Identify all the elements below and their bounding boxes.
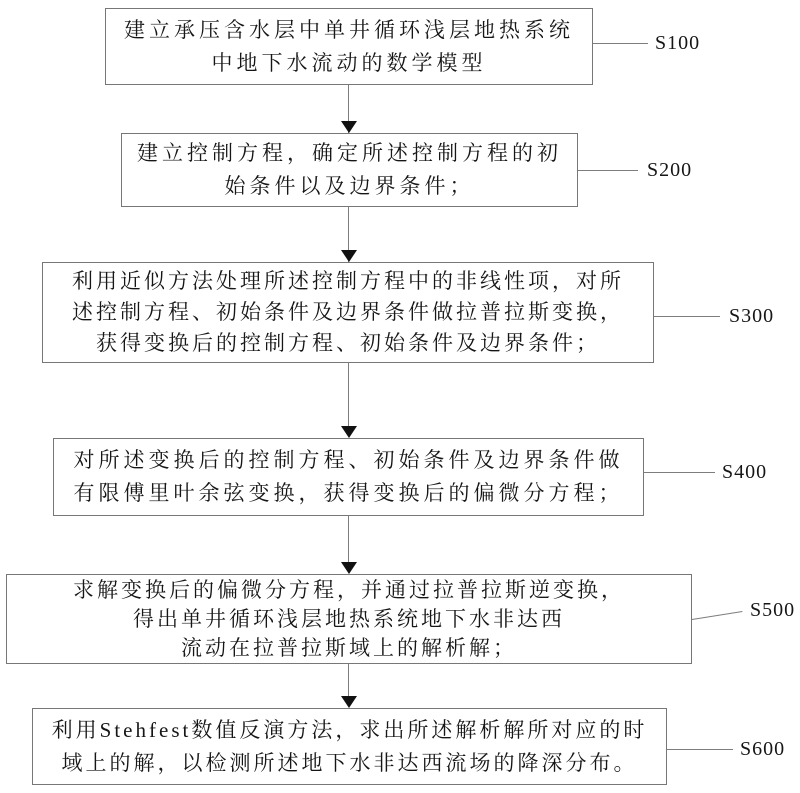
arrow-down-icon <box>341 426 357 438</box>
step-text-line: 述控制方程、初始条件及边界条件做拉普拉斯变换， <box>72 300 624 324</box>
arrow-down-icon <box>341 250 357 262</box>
arrow-down-icon <box>341 696 357 708</box>
flow-connector-line <box>348 664 349 698</box>
flow-step-box-s200 <box>121 133 578 207</box>
step-text-line: 得出单井循环浅层地热系统地下水非达西 <box>133 606 565 631</box>
step-text-line: 建立承压含水层中单井循环浅层地热系统 <box>124 17 574 42</box>
step-label-s300: S300 <box>729 305 775 327</box>
step-text-line: 域上的解，以检测所述地下水非达西流场的降深分布。 <box>61 750 638 775</box>
step-text-line: 利用近似方法处理所述控制方程中的非线性项，对所 <box>72 269 624 293</box>
step-text-line: 始条件以及边界条件； <box>224 174 475 198</box>
step-text-line: 获得变换后的控制方程、初始条件及边界条件； <box>96 331 600 355</box>
flow-connector-line <box>348 363 349 427</box>
step-label-s400: S400 <box>722 461 768 483</box>
step-label-s500: S500 <box>750 599 796 621</box>
step-text-line: 建立控制方程，确定所述控制方程的初 <box>137 141 562 165</box>
step-label-s100: S100 <box>655 32 701 54</box>
label-connector-line-s200 <box>578 170 638 171</box>
arrow-down-icon <box>341 562 357 574</box>
step-text-line: 流动在拉普拉斯域上的解析解； <box>181 635 517 660</box>
label-connector-line-s500 <box>692 611 743 620</box>
flow-connector-line <box>348 516 349 562</box>
label-connector-line-s600 <box>667 749 733 750</box>
step-text-line: 对所述变换后的控制方程、初始条件及边界条件做 <box>73 448 624 472</box>
flow-step-box-s300 <box>42 262 654 363</box>
arrow-down-icon <box>341 121 357 133</box>
label-connector-line-s400 <box>644 472 715 473</box>
step-text-line: 求解变换后的偏微分方程，并通过拉普拉斯逆变换， <box>73 577 625 602</box>
step-label-s600: S600 <box>740 738 786 760</box>
step-text-line: 有限傅里叶余弦变换，获得变换后的偏微分方程； <box>73 481 624 505</box>
label-connector-line-s300 <box>654 316 720 317</box>
flow-step-box-s100 <box>105 8 593 85</box>
step-text-line: 利用Stehfest数值反演方法，求出所述解析解所对应的时 <box>51 717 648 742</box>
flow-step-box-s600 <box>32 708 667 785</box>
flow-step-box-s400 <box>53 438 644 516</box>
step-text-line: 中地下水流动的数学模型 <box>211 50 487 75</box>
flow-step-box-s500 <box>6 574 692 664</box>
label-connector-line-s100 <box>593 43 648 44</box>
step-label-s200: S200 <box>647 159 693 181</box>
